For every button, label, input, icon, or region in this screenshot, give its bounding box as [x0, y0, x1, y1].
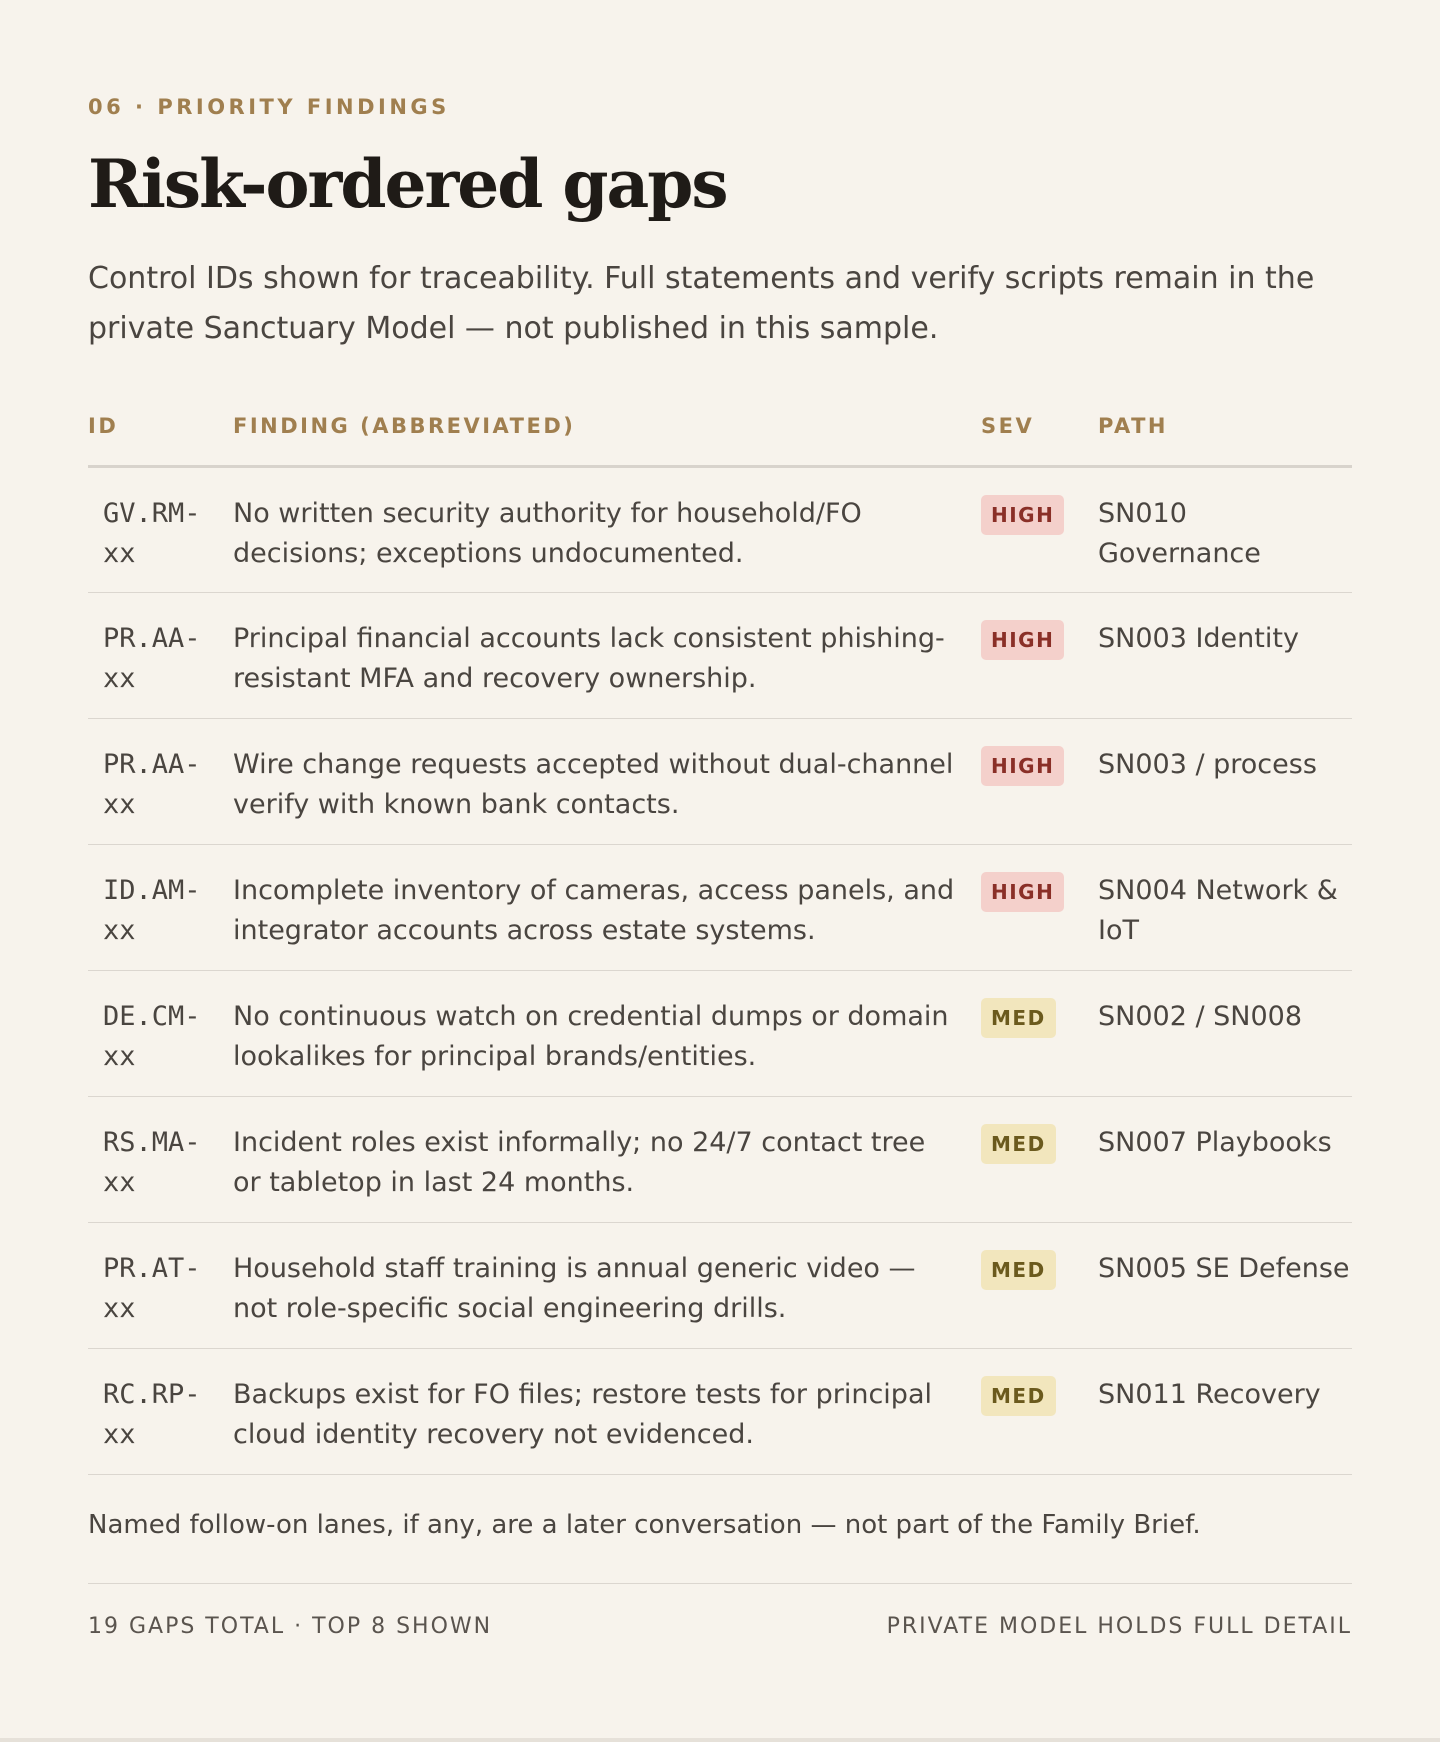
control-id: GV.RM-xx	[88, 466, 233, 592]
finding-text: No written security authority for household/FO decisions; exceptions undocumented.	[233, 466, 981, 592]
table-row	[88, 970, 1352, 1096]
severity-badge: MED	[981, 998, 1056, 1038]
severity-cell	[981, 1348, 1098, 1474]
severity-cell	[981, 718, 1098, 844]
table-row	[88, 718, 1352, 844]
findings-table	[88, 392, 1352, 1475]
severity-cell	[981, 592, 1098, 718]
severity-badge: HIGH	[981, 620, 1064, 660]
table-row	[88, 1096, 1352, 1222]
finding-text: No continuous watch on credential dumps or domain lookalikes for principal brands/entities.	[233, 970, 981, 1096]
remediation-path: SN003 / process	[1098, 718, 1352, 844]
remediation-path: SN011 Recovery	[1098, 1348, 1352, 1474]
findings-table-body	[88, 466, 1352, 1474]
follow-on-note: Named follow-on lanes, if any, are a later conversation — not part of the Family Brief.	[88, 1509, 1201, 1540]
footer-private-model: PRIVATE MODEL HOLDS FULL DETAIL	[886, 1614, 1352, 1639]
control-id: RC.RP-xx	[88, 1348, 233, 1474]
remediation-path: SN002 / SN008	[1098, 970, 1352, 1096]
finding-text: Backups exist for FO files; restore tests for principal cloud identity recovery not evidenced.	[233, 1348, 981, 1474]
page-footer	[88, 1614, 1352, 1639]
control-id: ID.AM-xx	[88, 844, 233, 970]
remediation-path: SN003 Identity	[1098, 592, 1352, 718]
severity-badge: MED	[981, 1376, 1056, 1416]
severity-badge: HIGH	[981, 495, 1064, 535]
control-id: RS.MA-xx	[88, 1096, 233, 1222]
remediation-path: SN005 SE Defense	[1098, 1222, 1352, 1348]
severity-badge: HIGH	[981, 746, 1064, 786]
footer-gap-count: 19 GAPS TOTAL · TOP 8 SHOWN	[88, 1614, 493, 1639]
severity-cell	[981, 970, 1098, 1096]
page-title: Risk-ordered gaps	[88, 145, 727, 223]
header-id: ID	[88, 392, 233, 466]
section-lede: Control IDs shown for traceability. Full statements and verify scripts remain in the private Sanctuary Model — not published in this sample.	[88, 261, 1315, 346]
severity-badge: MED	[981, 1124, 1056, 1164]
severity-badge: MED	[981, 1250, 1056, 1290]
table-row	[88, 466, 1352, 592]
footer-divider	[88, 1583, 1352, 1585]
control-id: PR.AA-xx	[88, 592, 233, 718]
severity-badge: HIGH	[981, 872, 1064, 912]
finding-text: Incident roles exist informally; no 24/7 contact tree or tabletop in last 24 months.	[233, 1096, 981, 1222]
table-row	[88, 1348, 1352, 1474]
remediation-path: SN010 Governance	[1098, 466, 1352, 592]
table-row	[88, 592, 1352, 718]
finding-text: Incomplete inventory of cameras, access panels, and integrator accounts across estate systems.	[233, 844, 981, 970]
severity-cell	[981, 844, 1098, 970]
header-finding: FINDING (ABBREVIATED)	[233, 392, 981, 466]
header-sev: SEV	[981, 392, 1098, 466]
control-id: PR.AT-xx	[88, 1222, 233, 1348]
finding-text: Principal financial accounts lack consistent phishing-resistant MFA and recovery ownership.	[233, 592, 981, 718]
bottom-edge-divider	[0, 1738, 1440, 1742]
finding-text: Wire change requests accepted without dual-channel verify with known bank contacts.	[233, 718, 981, 844]
severity-cell	[981, 1222, 1098, 1348]
remediation-path: SN004 Network & IoT	[1098, 844, 1352, 970]
section-eyebrow: 06 · PRIORITY FINDINGS	[88, 95, 450, 119]
finding-text: Household staff training is annual generic video — not role-specific social engineering drills.	[233, 1222, 981, 1348]
remediation-path: SN007 Playbooks	[1098, 1096, 1352, 1222]
control-id: PR.AA-xx	[88, 718, 233, 844]
severity-cell	[981, 1096, 1098, 1222]
table-header-row	[88, 392, 1352, 466]
header-path: PATH	[1098, 392, 1352, 466]
table-row	[88, 1222, 1352, 1348]
control-id: DE.CM-xx	[88, 970, 233, 1096]
severity-cell	[981, 466, 1098, 592]
table-row	[88, 844, 1352, 970]
